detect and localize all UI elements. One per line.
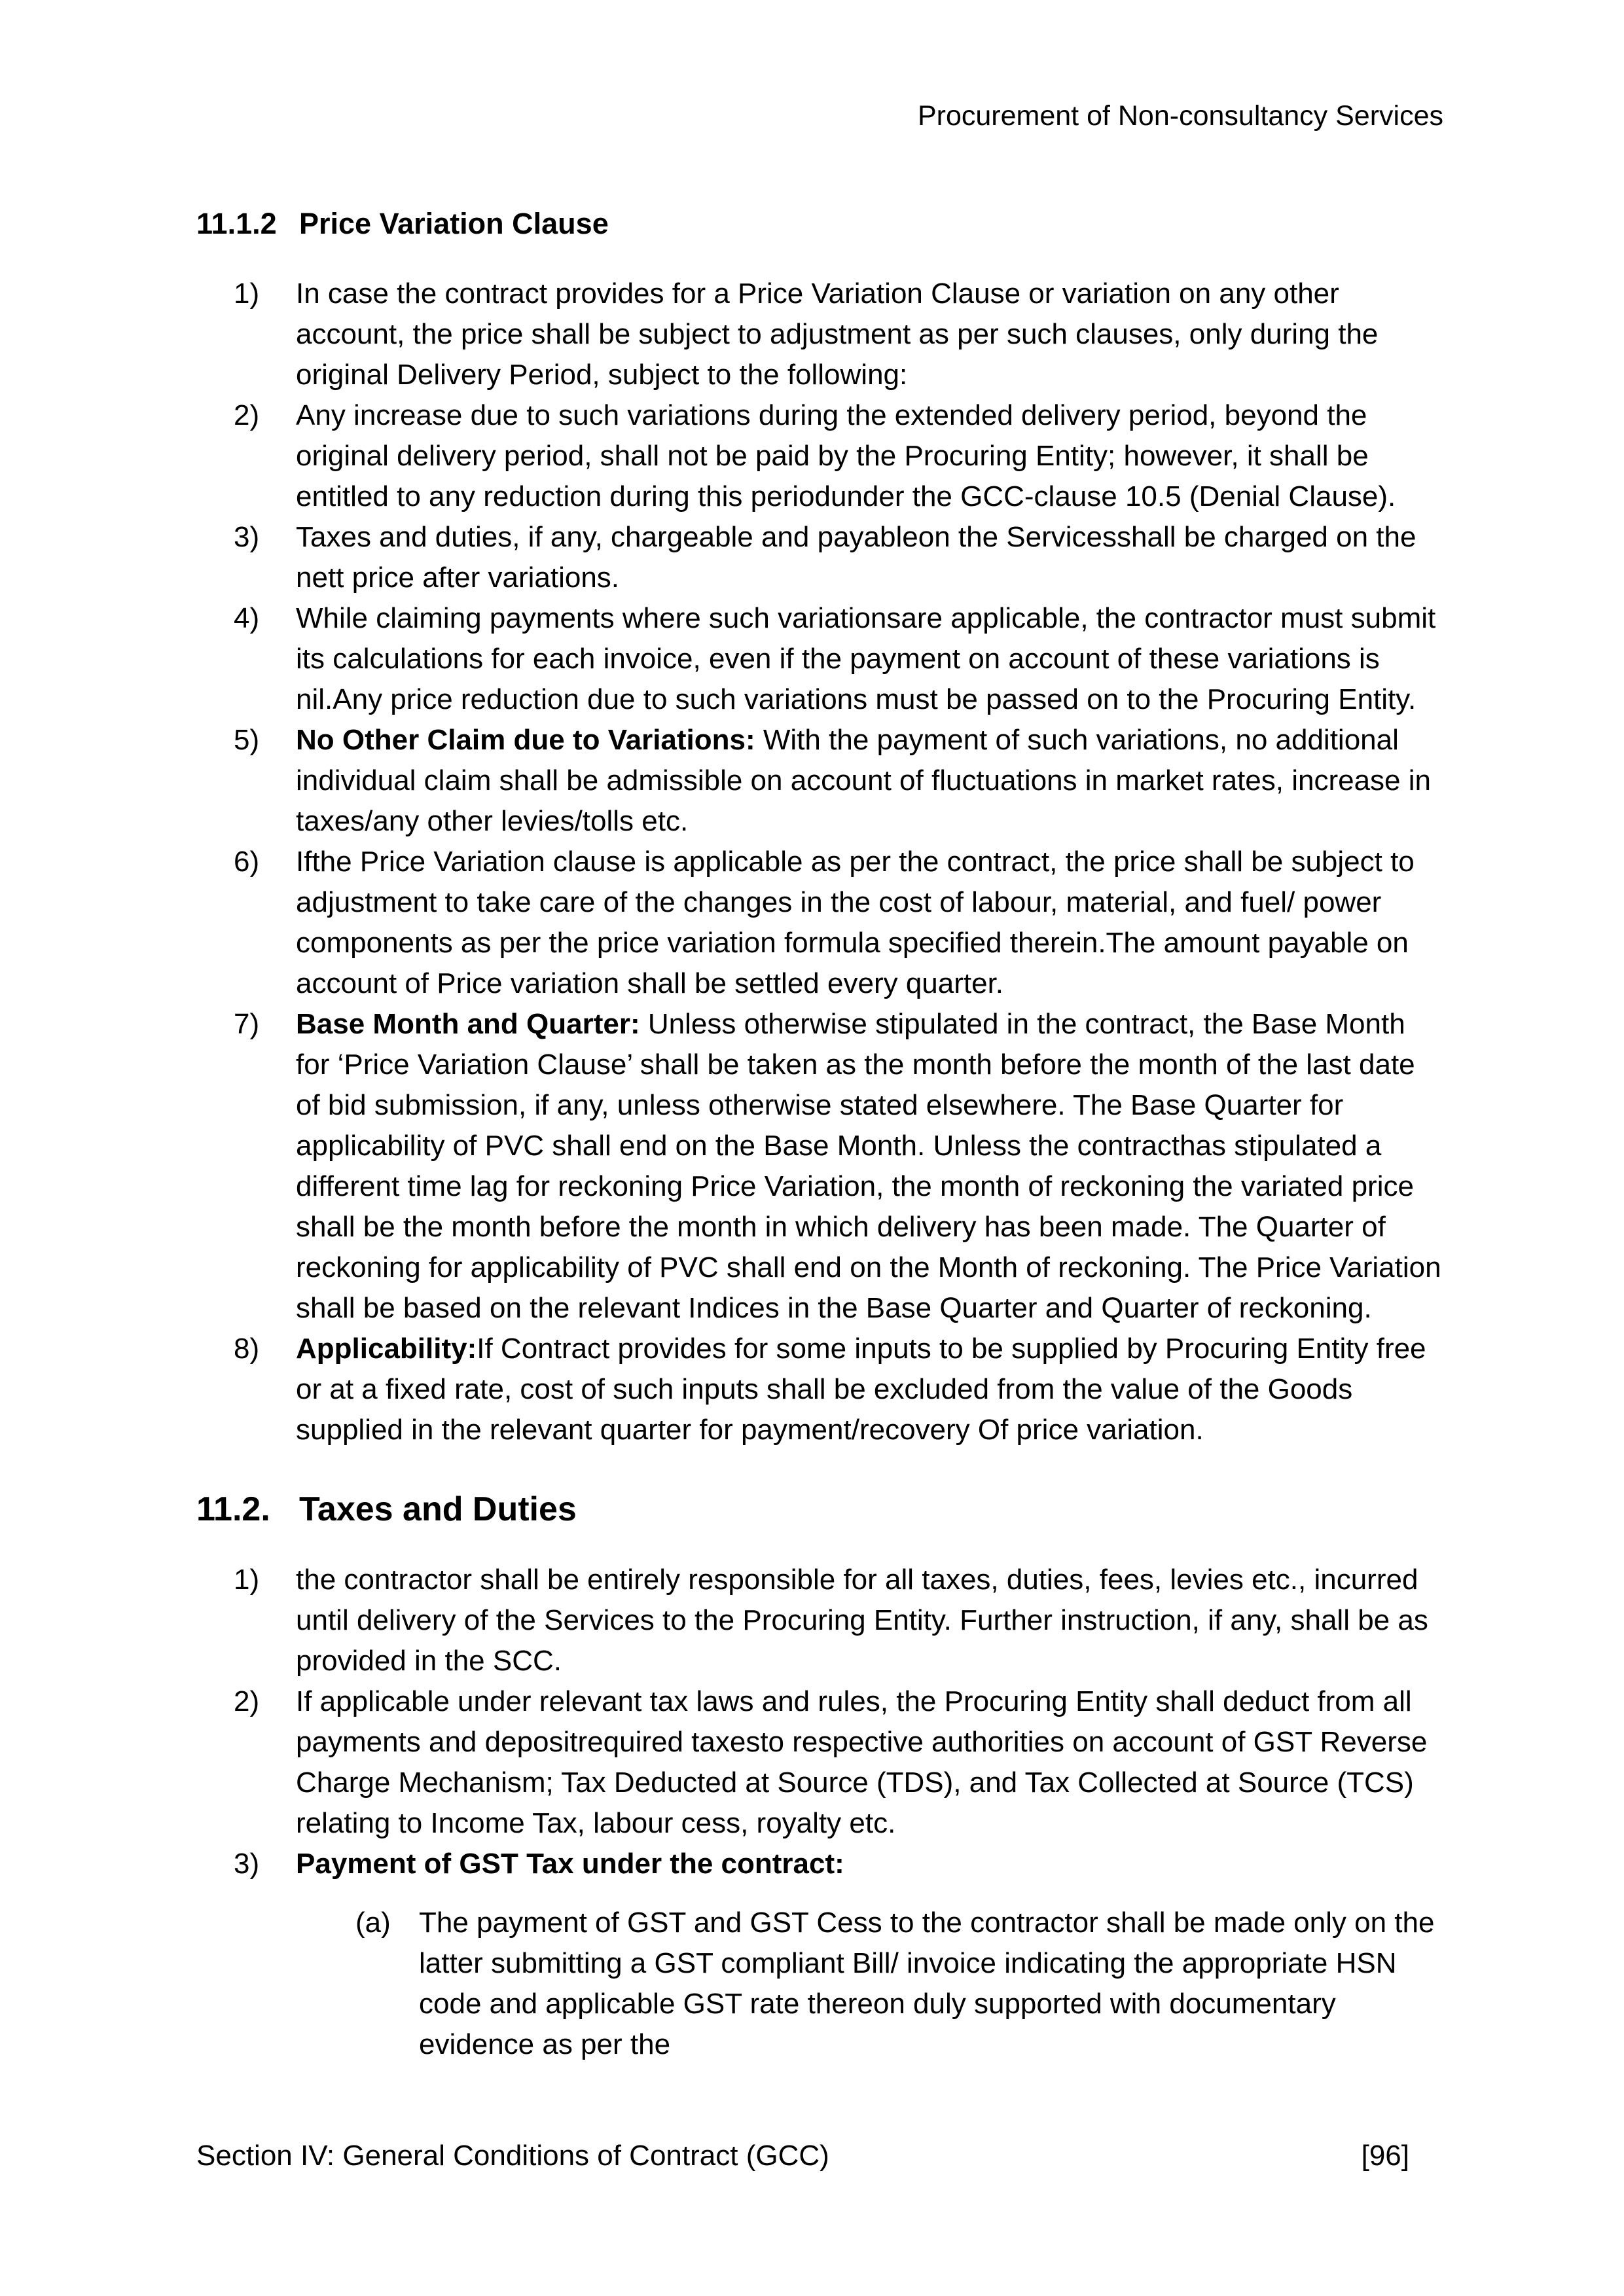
- list-item-body: Unless otherwise stipulated in the contract, the Base Month for ‘Price Variation Clause’ shall be taken as the month before the month of the last date of bid submission, if any, unless otherwise stated elsewhere. The Base Quarter for applicability of PVC shall end on the Base Month. Unless the contracthas stipulated a different time lag for reckoning Price Variation, the month of reckoning the variated price shall be the month before the month in which delivery has been made. The Quarter of reckoning for applicability of PVC shall end on the Month of reckoning. The Price Variation shall be based on the relevant Indices in the Base Quarter and Quarter of reckoning.: [296, 1008, 1441, 1324]
- gst-payment-sublist: [355, 1903, 1443, 2065]
- list-item: [234, 395, 1443, 517]
- section-number: 11.1.2: [196, 207, 277, 240]
- list-item-text: [296, 598, 1443, 720]
- list-item-text: [296, 274, 1443, 395]
- list-item-body: With the payment of such variations, no additional individual claim shall be admissible on account of fluctuations in market rates, increase in taxes/any other levies/tolls etc.: [296, 724, 1431, 837]
- list-item: [234, 598, 1443, 720]
- list-item-text: [296, 1004, 1443, 1329]
- document-content: [196, 203, 1443, 2065]
- list-item: [234, 1560, 1443, 1681]
- list-item-body: Any increase due to such variations during the extended delivery period, beyond the original delivery period, shall not be paid by the Procuring Entity; however, it shall be entitled to any reduction during this periodunder the GCC-clause 10.5 (Denial Clause).: [296, 399, 1396, 512]
- list-item-text: [296, 1681, 1443, 1844]
- section-heading-price-variation: [196, 203, 1443, 244]
- section-number: 11.2.: [196, 1490, 270, 1528]
- list-item-number: 3): [234, 1848, 260, 1880]
- list-item-body: If applicable under relevant tax laws and rules, the Procuring Entity shall deduct from all payments and depositrequired taxesto respective authorities on account of GST Reverse Charge Mechanism; Tax Deducted at Source (TDS), and Tax Collected at Source (TCS) relating to Income Tax, labour cess, royalty etc.: [296, 1685, 1428, 1839]
- list-item-text: [296, 1329, 1443, 1450]
- list-item: [234, 1004, 1443, 1329]
- list-item-number: 2): [234, 1685, 260, 1717]
- section-heading-taxes-duties: [196, 1486, 1443, 1532]
- list-item-number: 4): [234, 602, 260, 634]
- footer-section-label: Section IV: General Conditions of Contract (GCC): [196, 2140, 829, 2172]
- footer-page-number: [96]: [1361, 2140, 1409, 2172]
- page-footer: [196, 2137, 1443, 2175]
- list-item: [234, 1844, 1443, 1884]
- list-item: [234, 274, 1443, 395]
- list-item-text: [419, 1903, 1443, 2065]
- price-variation-list: [234, 274, 1443, 1450]
- list-item: [234, 517, 1443, 598]
- list-item-number: 3): [234, 521, 260, 553]
- list-item-number: 1): [234, 1564, 260, 1596]
- list-item-number: 7): [234, 1008, 260, 1040]
- list-item: [355, 1903, 1443, 2065]
- list-item-number: 6): [234, 846, 260, 878]
- list-item-text: [296, 720, 1443, 842]
- list-item-body: the contractor shall be entirely responsible for all taxes, duties, fees, levies etc., incurred until delivery of the Services to the Procuring Entity. Further instruction, if any, shall be as provided in the SCC.: [296, 1564, 1428, 1677]
- list-item: [234, 1681, 1443, 1844]
- list-item: [234, 720, 1443, 842]
- list-item-text: [296, 842, 1443, 1004]
- page-header: [196, 98, 1443, 134]
- list-item-lead: Base Month and Quarter:: [296, 1008, 640, 1040]
- list-item-number: 1): [234, 278, 260, 310]
- list-item-text: [296, 1844, 1443, 1884]
- list-item-text: [296, 517, 1443, 598]
- list-item-text: [296, 1560, 1443, 1681]
- list-item-lead: Applicability:: [296, 1333, 477, 1365]
- list-item-lead: Payment of GST Tax under the contract:: [296, 1848, 844, 1880]
- list-item-body: The payment of GST and GST Cess to the contractor shall be made only on the latter submitting a GST compliant Bill/ invoice indicating the appropriate HSN code and applicable GST rate thereon duly supported with documentary evidence as per the: [419, 1907, 1435, 2060]
- list-item-number: 2): [234, 399, 260, 431]
- taxes-duties-list: [234, 1560, 1443, 1884]
- list-item-body: While claiming payments where such variationsare applicable, the contractor must submit its calculations for each invoice, even if the payment on account of these variations is nil.Any price reduction due to such variations must be passed on to the Procuring Entity.: [296, 602, 1436, 715]
- list-item-body: If Contract provides for some inputs to be supplied by Procuring Entity free or at a fixed rate, cost of such inputs shall be excluded from the value of the Goods supplied in the relevant quarter for payment/recovery Of price variation.: [296, 1333, 1426, 1446]
- list-item-number: 5): [234, 724, 260, 756]
- list-item: [234, 842, 1443, 1004]
- list-item-body: Ifthe Price Variation clause is applicable as per the contract, the price shall be subject to adjustment to take care of the changes in the cost of labour, material, and fuel/ power components as per the price variation formula specified therein.The amount payable on account of Price variation shall be settled every quarter.: [296, 846, 1415, 999]
- section-title: Price Variation Clause: [299, 207, 609, 240]
- list-item-lead: No Other Claim due to Variations:: [296, 724, 755, 756]
- list-item-body: Taxes and duties, if any, chargeable and payableon the Servicesshall be charged on the nett price after variations.: [296, 521, 1416, 594]
- section-title: Taxes and Duties: [299, 1490, 577, 1528]
- list-item-text: [296, 395, 1443, 517]
- list-item-number: 8): [234, 1333, 260, 1365]
- list-item-body: In case the contract provides for a Price Variation Clause or variation on any other account, the price shall be subject to adjustment as per such clauses, only during the original Delivery Period, subject to the following:: [296, 278, 1379, 391]
- header-title: Procurement of Non-consultancy Services: [917, 100, 1443, 132]
- list-item: [234, 1329, 1443, 1450]
- list-item-number: (a): [355, 1907, 391, 1939]
